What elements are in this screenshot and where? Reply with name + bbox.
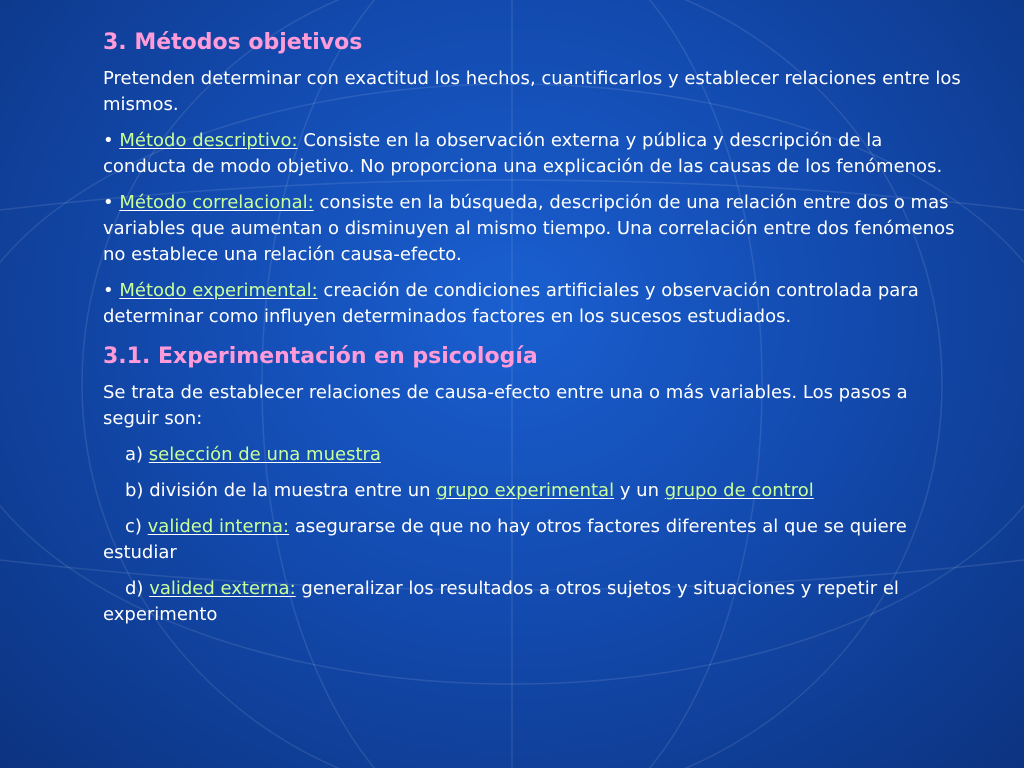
section-heading-metodos-objetivos: 3. Métodos objetivos [103,30,363,55]
bullet-marker: • [103,192,114,213]
step-label: a) [125,444,144,465]
step-text: generalizar los resultados a otros sujetos y situaciones y repetir el experimento [103,578,899,625]
section-intro: Pretenden determinar con exactitud los hechos, cuantificarlos y establecer relaciones entre los mismos. [103,68,961,115]
term-metodo-experimental: Método experimental: [119,280,318,301]
bullet-metodo-descriptivo [103,128,963,180]
bullet-text: creación de condiciones artificiales y observación controlada para determinar como influyen determinados factores en los sucesos estudiados. [103,280,919,327]
bullet-text: Consiste en la observación externa y pública y descripción de la conducta de modo objetivo. No proporciona una explicación de las causas de los fenómenos. [103,130,943,177]
section2-intro: Se trata de establecer relaciones de causa-efecto entre una o más variables. Los pasos a seguir son: [103,382,908,429]
step-text: división de la muestra entre un [149,480,431,501]
step-text: y un [619,480,660,501]
slide-content [103,28,963,628]
term-grupo-control: grupo de control [664,480,814,501]
term-seleccion-muestra: selección de una muestra [148,444,381,465]
step-a [103,442,963,468]
bullet-metodo-experimental [103,278,963,330]
step-text: asegurarse de que no hay otros factores diferentes al que se quiere estudiar [103,516,907,563]
bullet-text: consiste en la búsqueda, descripción de una relación entre dos o mas variables que aumentan o disminuyen al mismo tiempo. Una correlación entre dos fenómenos no establece una relación causa-efecto. [103,192,955,265]
bullet-marker: • [103,130,114,151]
term-grupo-experimental: grupo experimental [436,480,615,501]
step-b [103,478,963,504]
bullet-marker: • [103,280,114,301]
term-metodo-correlacional: Método correlacional: [119,192,314,213]
term-validez-interna: valided interna: [147,516,290,537]
step-label: d) [125,578,144,599]
term-validez-externa: valided externa: [149,578,296,599]
bullet-metodo-correlacional [103,190,963,268]
step-d [103,576,963,628]
term-metodo-descriptivo: Método descriptivo: [119,130,298,151]
step-label: b) [125,480,144,501]
step-label: c) [125,516,142,537]
section-heading-experimentacion: 3.1. Experimentación en psicología [103,344,538,369]
step-c [103,514,963,566]
